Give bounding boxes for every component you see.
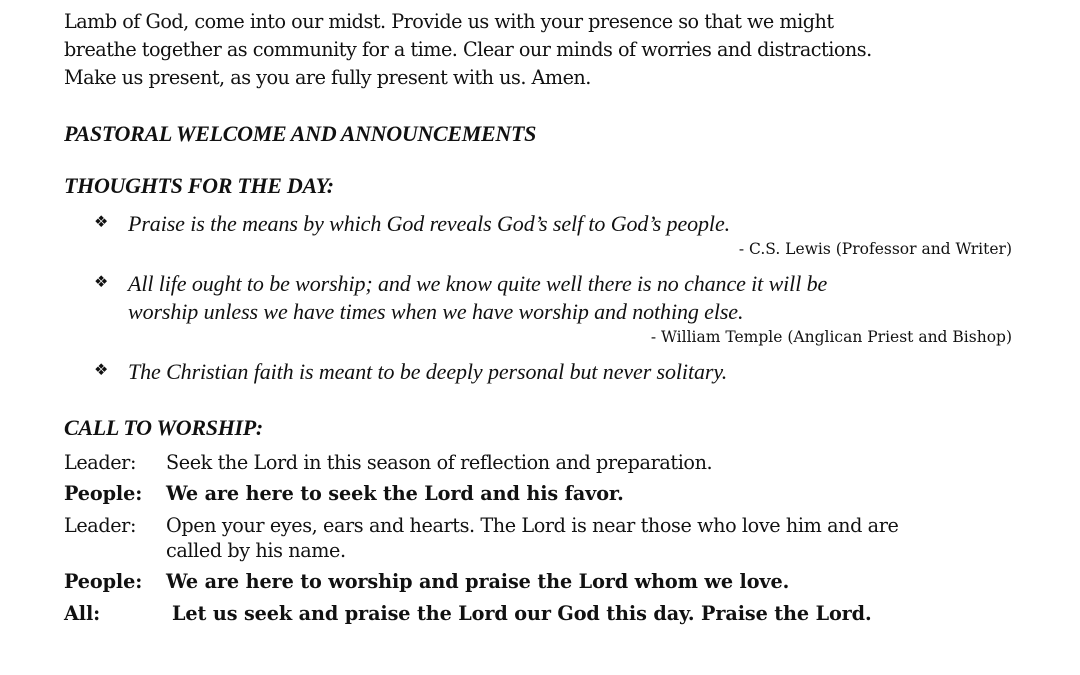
litany-text: We are here to worship and praise the Lord whom we love. xyxy=(166,570,790,593)
thought-item xyxy=(64,358,1024,386)
thought-quote xyxy=(128,210,1024,238)
litany-line xyxy=(64,601,1024,627)
litany-text: Let us seek and praise the Lord our God this day. Praise the Lord. xyxy=(172,602,872,625)
litany-text: Seek the Lord in this season of reflection and preparation. xyxy=(166,451,713,474)
thought-item xyxy=(64,210,1024,260)
call-to-worship-heading: CALL TO WORSHIP: xyxy=(64,415,263,440)
litany-line xyxy=(64,481,1024,507)
quote-line: Praise is the means by which God reveals God’s self to God’s people. xyxy=(128,211,731,236)
speaker-label: People: xyxy=(64,570,143,593)
speaker-label: Leader: xyxy=(64,451,137,474)
opening-prayer xyxy=(64,8,1024,92)
thoughts-list xyxy=(64,210,1024,386)
thought-attribution: - C.S. Lewis (Professor and Writer) xyxy=(738,240,1012,258)
prayer-line: Make us present, as you are fully present with us. Amen. xyxy=(64,66,591,89)
quote-line: The Christian faith is meant to be deeply personal but never solitary. xyxy=(128,359,728,384)
thought-quote xyxy=(128,270,1024,326)
litany-line xyxy=(64,569,1024,595)
thoughts-heading: THOUGHTS FOR THE DAY: xyxy=(64,173,334,198)
litany-text: Open your eyes, ears and hearts. The Lord is near those who love him and are called by his name. xyxy=(166,514,899,562)
diamond-bullet-icon: ❖ xyxy=(94,212,109,231)
thought-attribution: - William Temple (Anglican Priest and Bishop) xyxy=(650,328,1012,346)
diamond-bullet-icon: ❖ xyxy=(94,272,109,291)
speaker-label: All: xyxy=(64,602,101,625)
litany-line xyxy=(64,450,1024,475)
speaker-label: People: xyxy=(64,482,143,505)
call-to-worship xyxy=(64,450,1024,627)
quote-line: worship unless we have times when we have worship and nothing else. xyxy=(128,299,744,324)
thought-item xyxy=(64,270,1024,348)
thought-quote xyxy=(128,358,1024,386)
welcome-heading: PASTORAL WELCOME AND ANNOUNCEMENTS xyxy=(64,121,537,146)
bulletin-page xyxy=(64,8,1024,633)
diamond-bullet-icon: ❖ xyxy=(94,360,109,379)
litany-line xyxy=(64,513,1024,563)
litany-text: We are here to seek the Lord and his favor. xyxy=(166,482,624,505)
prayer-line: Lamb of God, come into our midst. Provide us with your presence so that we might xyxy=(64,10,834,33)
prayer-line: breathe together as community for a time. Clear our minds of worries and distractions. xyxy=(64,38,872,61)
speaker-label: Leader: xyxy=(64,514,137,537)
quote-line: All life ought to be worship; and we know quite well there is no chance it will be xyxy=(128,271,828,296)
